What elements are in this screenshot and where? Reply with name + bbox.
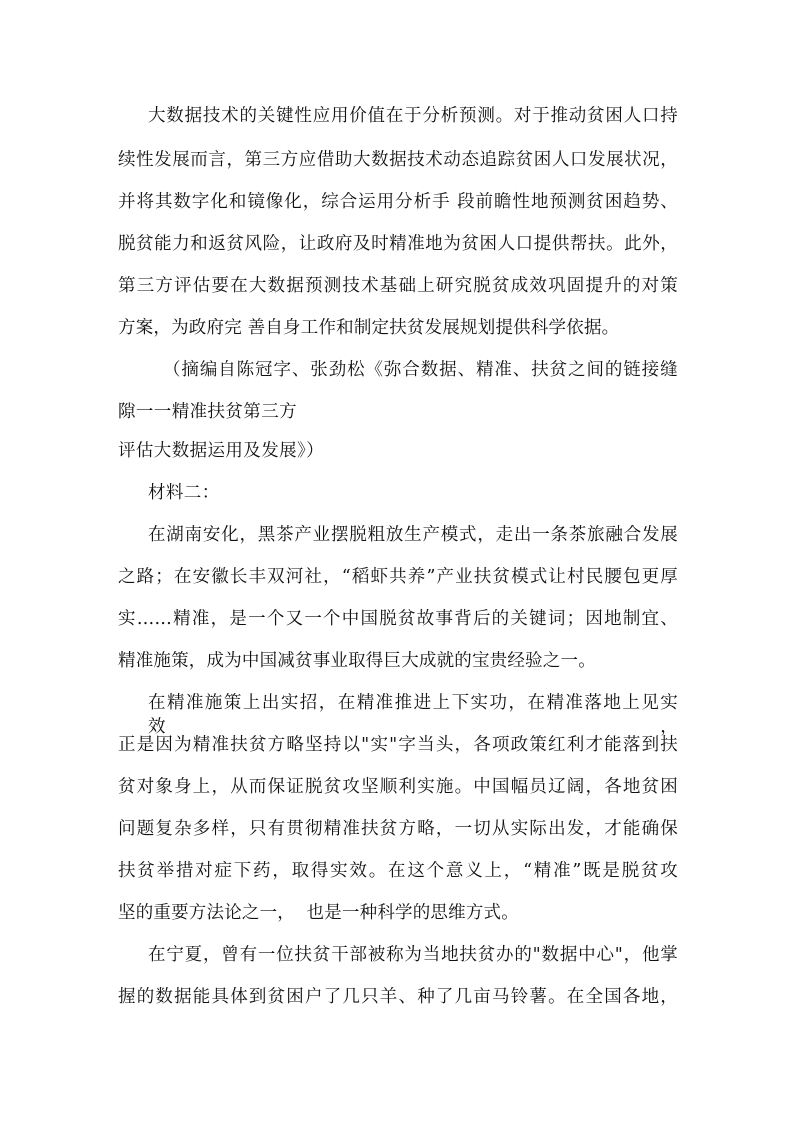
paragraph-2-line-3: 实……精准，是一个又一个中国脱贫故事背后的关键词；因地制宜、 [118, 609, 678, 629]
citation-line-2: 隙一一精准扶贫第三方 [118, 402, 297, 422]
paragraph-3-line-5: 扶贫举措对症下药，取得实效。在这个意义上，“精准”既是脱贫攻 [118, 861, 678, 881]
paragraph-2-line-2: 之路；在安徽长丰双河社，“稻虾共养”产业扶贫模式让村民腰包更厚 [118, 567, 678, 587]
paragraph-3-line-4: 问题复杂多样，只有贯彻精准扶贫方略，一切从实际出发，才能确保 [118, 819, 678, 839]
citation-line-1: （摘编自陈冠字、张劲松《弥合数据、精准、扶贫之间的链接缝 [163, 360, 678, 380]
paragraph-1-line-4: 脱贫能力和返贫风险，让政府及时精准地为贫困人口提供帮扶。此外， [118, 234, 678, 254]
paragraph-1-line-3: 并将其数字化和镜像化，综合运用分析手 段前瞻性地预测贫困趋势、 [118, 192, 678, 212]
paragraph-4-line-2: 握的数据能具体到贫困户了几只羊、种了几亩马铃薯。在全国各地， [118, 987, 678, 1007]
paragraph-1-line-1: 大数据技术的关键性应用价值在于分析预测。对于推动贫困人口持 [148, 106, 678, 126]
paragraph-3-line-6: 坚的重要方法论之一， 也是一种科学的思维方式。 [118, 903, 519, 923]
paragraph-3-line-2: 正是因为精准扶贫方略坚持以"实"字当头，各项政策红利才能落到扶 [118, 735, 678, 755]
paragraph-1-line-6: 方案，为政府完 善自身工作和制定扶贫发展规划提供科学依据。 [118, 318, 620, 338]
paragraph-3-line-3: 贫对象身上，从而保证脱贫攻坚顺利实施。中国幅员辽阔，各地贫困 [118, 777, 678, 797]
paragraph-3-line-1: 在精准施策上出实招，在精准推进上下实功，在精准落地上见实效， [148, 693, 678, 737]
material-2-heading: 材料二： [148, 483, 220, 503]
paragraph-1-line-5: 第三方评估要在大数据预测技术基础上研究脱贫成效巩固提升的对策 [118, 276, 678, 296]
paragraph-2-line-1: 在湖南安化，黑茶产业摆脱粗放生产模式，走出一条茶旅融合发展 [148, 525, 678, 545]
paragraph-1-line-2: 续性发展而言，第三方应借助大数据技术动态追踪贫困人口发展状况， [118, 150, 678, 170]
citation-line-3: 评估大数据运用及发展》） [118, 441, 325, 461]
paragraph-2-line-4: 精准施策，成为中国减贫事业取得巨大成就的宝贵经验之一。 [118, 651, 596, 671]
paragraph-4-line-1: 在宁夏，曾有一位扶贫干部被称为当地扶贫办的"数据中心"，他掌 [148, 945, 678, 965]
